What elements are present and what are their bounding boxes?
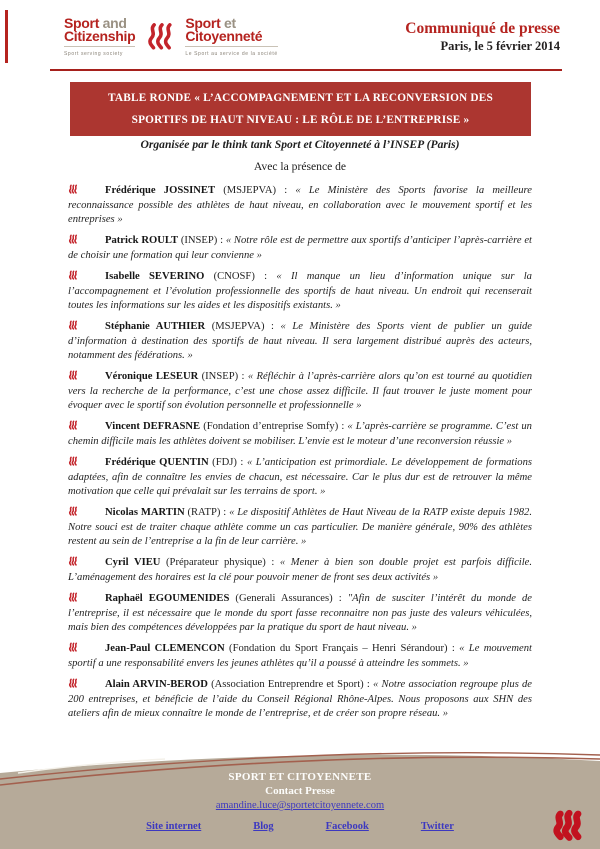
logo-word: et [224, 15, 236, 31]
speaker-organization: (MSJEPVA) : [215, 185, 296, 196]
speaker-organization: (Association Entreprendre et Sport) : [207, 679, 374, 690]
speaker-organization: (Generali Assurances) : [229, 593, 348, 604]
footer-contact-block [0, 770, 600, 813]
header-divider [50, 69, 562, 71]
header [0, 0, 600, 72]
logo-sport-et-citoyennete [185, 17, 277, 61]
logo-tagline: Sport serving society [64, 46, 135, 61]
speaker-entry [68, 270, 532, 313]
footer-link-blog[interactable]: Blog [253, 821, 274, 832]
logo-word: Citoyenneté [185, 28, 263, 44]
flame-bullet-icon [68, 642, 78, 657]
speaker-entry [68, 184, 532, 227]
speaker-name: Patrick ROULT [105, 235, 179, 246]
speaker-organization: (INSEP) : [178, 235, 226, 246]
speaker-organization: (MSJEPVA) : [205, 321, 281, 332]
speaker-quote: « Le Ministère des Sports favorise la meilleure reconnaissance possible des athlètes de haut niveau, en collaboration avec le mouvement sportif et les entreprises » [68, 185, 532, 225]
title-banner: TABLE RONDE « L’ACCOMPAGNEMENT ET LA RECONVERSION DES SPORTIFS DE HAUT NIVEAU : LE RÔLE DE L’ENTREPRISE » [70, 82, 531, 136]
speaker-quote: "Afin de susciter l’intérêt du monde de l’entreprise, il est nécessaire que le monde du sport fasse reconnaitre non pas juste des valeurs véhiculées, mais bien des compétences développées par la pratique du sport de haut niveau. » [68, 593, 532, 633]
speaker-entry [68, 456, 532, 499]
flame-bullet-icon [68, 320, 78, 335]
footer-link-facebook[interactable]: Facebook [325, 821, 369, 832]
logo-word: Sport [64, 15, 100, 31]
speakers-list [68, 184, 532, 728]
speaker-entry [68, 642, 532, 671]
logo-tagline: Le Sport au service de la société [185, 46, 277, 61]
flame-logo-icon [145, 17, 175, 55]
masthead [405, 20, 560, 55]
speaker-quote: « Notre rôle est de permettre aux sportifs d’anticiper l’après-carrière et de choisir une formation qui leur convienne » [68, 235, 532, 261]
speaker-entry [68, 506, 532, 549]
footer-contact-label: Contact Presse [265, 785, 335, 797]
flame-bullet-icon [68, 506, 78, 521]
flame-bullet-icon [68, 592, 78, 607]
contact-email-link[interactable]: amandine.luce@sportetcitoyennete.com [215, 800, 385, 811]
flame-bullet-icon [68, 420, 78, 435]
speaker-name: Vincent DEFRASNE [105, 421, 201, 432]
speaker-quote: « Le dispositif Athlètes de Haut Niveau de la RATP existe depuis 1982. Notre souci est de traiter chaque athlète comme un cas particulier. De manière générale, 90% des athlètes restent au sein de l’entreprise a la fin de leur carrière. » [68, 507, 532, 547]
speaker-entry [68, 234, 532, 263]
speaker-name: Frédérique QUENTIN [105, 457, 209, 468]
speaker-name: Frédérique JOSSINET [105, 185, 216, 196]
speaker-quote: « Il manque un lieu d’information unique sur la l’accompagnement et l’évolution professionnelle des sportifs de haut niveau. Un endroit qui recenserait toutes les informations sur les aides et les dispositifs existants. » [68, 271, 532, 311]
flame-bullet-icon [68, 234, 78, 249]
speaker-organization: (Préparateur physique) : [160, 557, 280, 568]
flame-bullet-icon [68, 184, 78, 199]
flame-bullet-icon [68, 456, 78, 471]
presence-line: Avec la présence de [253, 160, 347, 173]
speaker-name: Stéphanie AUTHIER [105, 321, 206, 332]
logo-word: and [102, 15, 127, 31]
speaker-quote: « Le mouvement sportif a une responsabilité envers les jeunes athlètes qu’il a poussé à atteindre les sommets. » [68, 643, 532, 669]
speaker-quote: « Mener à bien son double projet est parfois difficile. L’aménagement des horaires est la clé pour pouvoir mener de front ses deux activités » [68, 557, 533, 583]
logo-word: Citizenship [64, 28, 136, 44]
footer-links [0, 816, 600, 834]
flame-bullet-icon [68, 556, 78, 571]
speaker-name: Cyril VIEU [105, 557, 161, 568]
speaker-quote: « Notre association regroupe plus de 200 entreprises, et bénéficie de l’aide du Conseil Régional Rhône-Alpes. Nous proposons aux SHN des ateliers afin de mieux connaître le monde de l’entreprise, et de créer son propre réseau. » [68, 679, 533, 719]
dateline: Paris, le 5 février 2014 [440, 39, 560, 53]
speaker-organization: (RATP) : [184, 507, 230, 518]
speaker-name: Alain ARVIN-BEROD [105, 679, 208, 690]
speaker-organization: (Fondation du Sport Français – Henri Sérandour) : [224, 643, 460, 654]
speaker-organization: (INSEP) : [198, 371, 248, 382]
speaker-name: Jean-Paul CLEMENCON [105, 643, 225, 654]
flame-bullet-icon [68, 678, 78, 693]
speaker-entry [68, 556, 532, 585]
speaker-organization: (FDJ) : [208, 457, 247, 468]
flame-bullet-icon [68, 270, 78, 285]
footer-org-name: SPORT ET CITOYENNETE [228, 771, 372, 783]
logo-group [64, 17, 278, 61]
footer-flame-logo-icon [550, 809, 584, 846]
speaker-entry [68, 678, 532, 721]
organizer-line: Organisée par le think tank Sport et Citoyenneté à l’INSEP (Paris) [140, 138, 460, 151]
speaker-organization: (CNOSF) : [204, 271, 277, 282]
speaker-entry [68, 420, 532, 449]
speaker-name: Raphaël EGOUMENIDES [105, 593, 230, 604]
speaker-quote: « Le Ministère des Sports vient de publier un guide d’information à destination des sportifs de haut niveau. Il sera largement distribué auprès des acteurs, notamment des fédérations. » [68, 321, 533, 361]
footer-link-site-internet[interactable]: Site internet [146, 821, 202, 832]
speaker-quote: « L’après-carrière se programme. C’est un chemin difficile mais les athlètes doivent se mobiliser. L’envie est le moteur d’une reconversion réussie » [68, 421, 532, 447]
speaker-name: Isabelle SEVERINO [105, 271, 205, 282]
logo-word: Sport [185, 15, 221, 31]
speaker-quote: « L’anticipation est primordiale. Le développement de formations adaptées, afin de connaître les envies de chacun, est nécessaire. Car le plus dur est de retrouver la même motivation que celle qui prévalait sur les terrains de sport. » [68, 457, 532, 497]
speaker-quote: « Réfléchir à l’après-carrière alors qu’on est tourné au quotidien vers la recherche de la performance, c’est une chose assez difficile. Il faut trouver le juste moment pour évoquer avec le sportif son évolution personnelle et professionnelle » [68, 371, 532, 411]
speaker-entry [68, 370, 532, 413]
footer-link-twitter[interactable]: Twitter [420, 821, 454, 832]
speaker-name: Nicolas MARTIN [105, 507, 185, 518]
speaker-organization: (Fondation d’entreprise Somfy) : [200, 421, 348, 432]
flame-bullet-icon [68, 370, 78, 385]
logo-sport-and-citizenship [64, 17, 135, 61]
speaker-entry [68, 320, 532, 363]
speaker-entry [68, 592, 532, 635]
document-type-label: Communiqué de presse [405, 20, 560, 37]
footer [0, 752, 600, 849]
speaker-name: Véronique LESEUR [105, 371, 199, 382]
